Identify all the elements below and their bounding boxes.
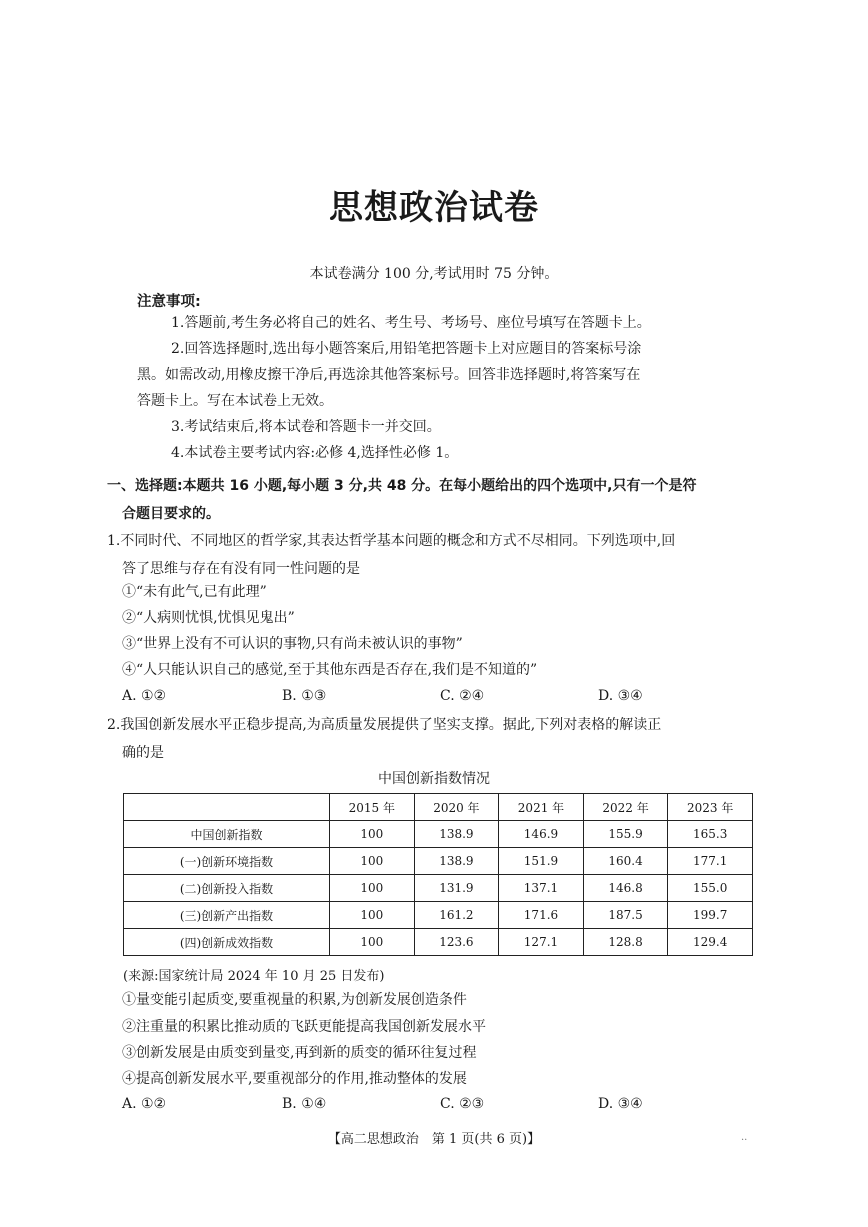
question-1-stem-line-2: 答了思维与存在有没有同一性问题的是 bbox=[122, 561, 360, 577]
notice-item-3: 3.考试结束后,将本试卷和答题卡一并交回。 bbox=[171, 419, 441, 435]
table-cell: 199.7 bbox=[668, 902, 753, 929]
question-2-choices bbox=[122, 1096, 762, 1120]
table-cell: 100 bbox=[330, 848, 415, 875]
notice-item-4: 4.本试卷主要考试内容:必修 4,选择性必修 1。 bbox=[171, 445, 459, 461]
table-corner-cell bbox=[124, 794, 330, 821]
section-heading-line-1: 一、选择题:本题共 16 小题,每小题 3 分,共 48 分。在每小题给出的四个选项中,只有一个是符 bbox=[107, 478, 697, 494]
table-header-cell: 2021 年 bbox=[499, 794, 584, 821]
table-cell: 129.4 bbox=[668, 929, 753, 956]
table-header-row bbox=[124, 794, 753, 821]
table-cell: 165.3 bbox=[668, 821, 753, 848]
table-row bbox=[124, 902, 753, 929]
table-caption: 中国创新指数情况 bbox=[378, 771, 490, 787]
corner-mark: .. bbox=[741, 1132, 748, 1143]
question-2-statement-4: ④提高创新发展水平,要重视部分的作用,推动整体的发展 bbox=[122, 1071, 467, 1087]
table-cell: 128.8 bbox=[583, 929, 668, 956]
notice-item-2-line-2: 黑。如需改动,用橡皮擦干净后,再选涂其他答案标号。回答非选择题时,将答案写在 bbox=[137, 367, 641, 383]
row-label: 中国创新指数 bbox=[124, 821, 330, 848]
question-2-stem-line-1: 2.我国创新发展水平正稳步提高,为高质量发展提供了坚实支撑。据此,下列对表格的解读正 bbox=[107, 717, 662, 733]
table-cell: 131.9 bbox=[414, 875, 499, 902]
table-cell: 127.1 bbox=[499, 929, 584, 956]
row-label: (四)创新成效指数 bbox=[124, 929, 330, 956]
question-2-choice-b: B. ①④ bbox=[282, 1096, 327, 1112]
question-2-stem bbox=[107, 711, 767, 767]
table-cell: 146.9 bbox=[499, 821, 584, 848]
table-header-cell: 2015 年 bbox=[330, 794, 415, 821]
question-1-statement-1: ①“未有此气,已有此理” bbox=[122, 584, 267, 600]
section-heading-line-2: 合题目要求的。 bbox=[122, 506, 220, 522]
table-row bbox=[124, 929, 753, 956]
table-row bbox=[124, 848, 753, 875]
table-header-cell: 2020 年 bbox=[414, 794, 499, 821]
table-cell: 155.0 bbox=[668, 875, 753, 902]
innovation-index-table bbox=[123, 793, 753, 956]
notice-item-2-line-3: 答题卡上。写在本试卷上无效。 bbox=[137, 393, 333, 409]
question-1-choice-b: B. ①③ bbox=[282, 688, 327, 704]
table-cell: 123.6 bbox=[414, 929, 499, 956]
table-cell: 187.5 bbox=[583, 902, 668, 929]
table-header-cell: 2023 年 bbox=[668, 794, 753, 821]
table-cell: 177.1 bbox=[668, 848, 753, 875]
question-1-statement-2: ②“人病则忧惧,忧惧见鬼出” bbox=[122, 610, 295, 626]
table-cell: 100 bbox=[330, 875, 415, 902]
table-cell: 100 bbox=[330, 821, 415, 848]
table-row bbox=[124, 875, 753, 902]
question-1-statement-4: ④“人只能认识自己的感觉,至于其他东西是否存在,我们是不知道的” bbox=[122, 662, 538, 678]
row-label: (三)创新产出指数 bbox=[124, 902, 330, 929]
question-1-stem-line-1: 1.不同时代、不同地区的哲学家,其表达哲学基本问题的概念和方式不尽相同。下列选项中,回 bbox=[107, 533, 676, 549]
table-cell: 155.9 bbox=[583, 821, 668, 848]
question-2-choice-c: C. ②③ bbox=[440, 1096, 485, 1112]
page-title: 思想政治试卷 bbox=[329, 188, 539, 228]
notice-list bbox=[137, 310, 737, 466]
question-1-choice-a: A. ①② bbox=[122, 688, 167, 704]
notice-item-2-line-1: 2.回答选择题时,选出每小题答案后,用铅笔把答题卡上对应题目的答案标号涂 bbox=[171, 341, 642, 357]
question-2-choice-d: D. ③④ bbox=[598, 1096, 643, 1112]
table-cell: 100 bbox=[330, 902, 415, 929]
question-1-choice-d: D. ③④ bbox=[598, 688, 643, 704]
question-2-statement-2: ②注重量的积累比推动质的飞跃更能提高我国创新发展水平 bbox=[122, 1019, 486, 1035]
row-label: (一)创新环境指数 bbox=[124, 848, 330, 875]
table-cell: 160.4 bbox=[583, 848, 668, 875]
question-1-choice-c: C. ②④ bbox=[440, 688, 485, 704]
notice-item-1: 1.答题前,考生务必将自己的姓名、考生号、考场号、座位号填写在答题卡上。 bbox=[171, 315, 651, 331]
table-cell: 100 bbox=[330, 929, 415, 956]
table-cell: 151.9 bbox=[499, 848, 584, 875]
table-cell: 146.8 bbox=[583, 875, 668, 902]
question-1-stem bbox=[107, 527, 767, 583]
question-1-statement-3: ③“世界上没有不可认识的事物,只有尚未被认识的事物” bbox=[122, 636, 463, 652]
notice-heading: 注意事项: bbox=[137, 294, 201, 310]
question-2-choice-a: A. ①② bbox=[122, 1096, 167, 1112]
exam-info: 本试卷满分 100 分,考试用时 75 分钟。 bbox=[309, 266, 559, 282]
page-footer: 【高二思想政治 第 1 页(共 6 页)】 bbox=[327, 1132, 541, 1147]
table-cell: 137.1 bbox=[499, 875, 584, 902]
question-2-stem-line-2: 确的是 bbox=[122, 745, 164, 761]
table-cell: 138.9 bbox=[414, 848, 499, 875]
table-row bbox=[124, 821, 753, 848]
table-cell: 171.6 bbox=[499, 902, 584, 929]
question-2-statement-1: ①量变能引起质变,要重视量的积累,为创新发展创造条件 bbox=[122, 992, 467, 1008]
table-cell: 138.9 bbox=[414, 821, 499, 848]
table-header-cell: 2022 年 bbox=[583, 794, 668, 821]
question-2-statement-3: ③创新发展是由质变到量变,再到新的质变的循环往复过程 bbox=[122, 1045, 477, 1061]
section-heading bbox=[107, 472, 767, 528]
table-source-note: (来源:国家统计局 2024 年 10 月 25 日发布) bbox=[123, 969, 385, 984]
question-1-choices bbox=[122, 688, 762, 712]
row-label: (二)创新投入指数 bbox=[124, 875, 330, 902]
table-cell: 161.2 bbox=[414, 902, 499, 929]
